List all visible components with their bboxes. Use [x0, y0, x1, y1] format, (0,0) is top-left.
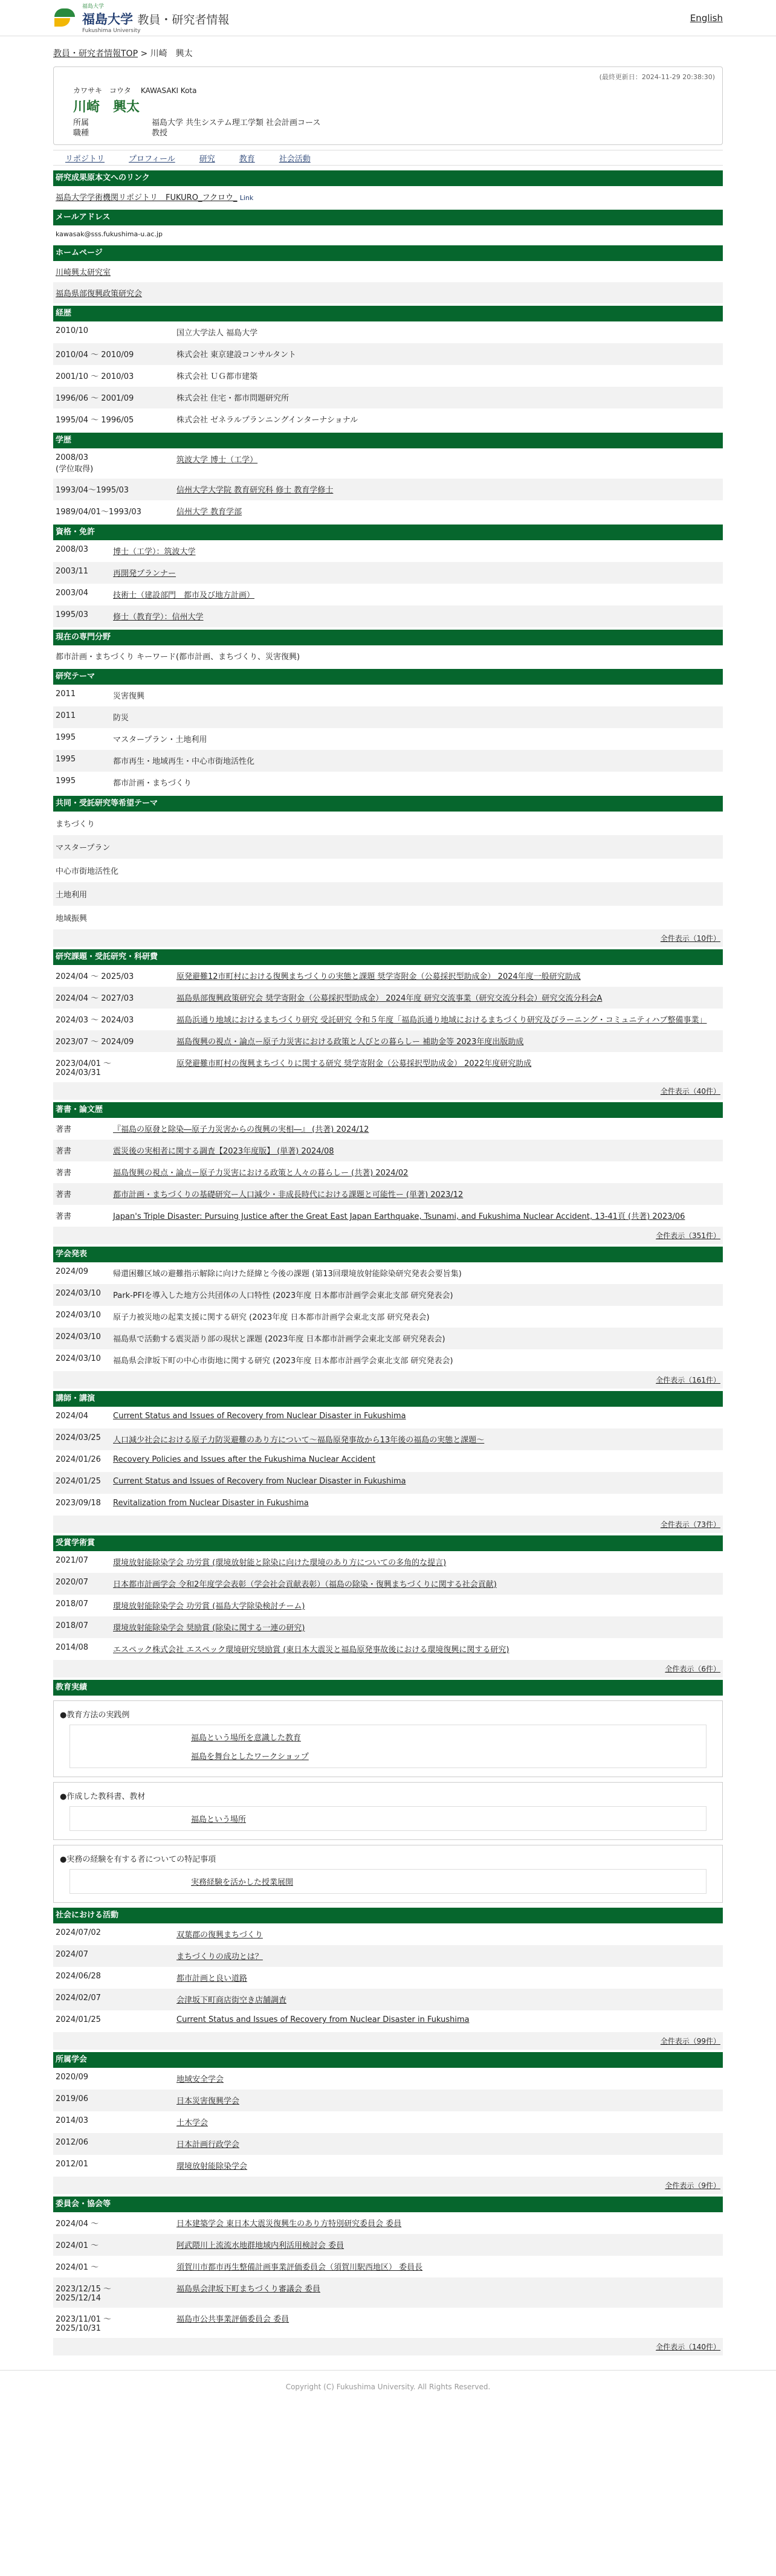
award-date: 2018/07 — [56, 1600, 89, 1609]
pub-row — [53, 1118, 723, 1140]
talk-date: 2024/04 — [56, 1412, 89, 1421]
collab-item: まちづくり — [56, 820, 95, 829]
social-value[interactable]: 会津坂下町商店街空き店舗調査 — [176, 1996, 287, 2005]
social-value[interactable]: 都市計画と良い道路 — [176, 1974, 248, 1983]
conf-value: 福島県で活動する震災語り部の現状と課題 (2023年度 日本都市計画学会東北支部 研究発表会) — [113, 1335, 445, 1344]
pub-row — [53, 1140, 723, 1161]
qual-date: 2008/03 — [56, 545, 89, 554]
comm-date: 2024/01 ～ — [56, 2263, 99, 2272]
award-row — [53, 1551, 723, 1573]
theme-row — [53, 706, 723, 728]
teach-heading: ●教育方法の実践例 — [60, 1711, 130, 1720]
career-value: 株式会社 ゼネラルプランニングインターナショナル — [176, 416, 358, 425]
grant-value[interactable]: 福島県部復興政策研究会 奨学寄附金（公募採択型助成金） 2024年度 研究交流事業（研究交流分科会）研究交流分科会A — [176, 994, 603, 1003]
conf-value: Park-PFIを導入した地方公共団体の人口特性 (2023年度 日本都市計画学会東北支部 研究発表会) — [113, 1291, 453, 1300]
homepage-link[interactable]: 川崎興太研究室 — [56, 268, 111, 277]
section-header-conf: 学会発表 — [53, 1247, 723, 1262]
collab-item: 地域振興 — [56, 914, 88, 923]
social-value[interactable]: 双葉郡の復興まちづくり — [176, 1931, 263, 1940]
collab-show-all-link[interactable]: 全件表示（10件） — [53, 929, 723, 947]
pub-row — [53, 1183, 723, 1205]
pub-date: 著書 — [56, 1169, 72, 1178]
society-row — [53, 2068, 723, 2090]
award-row — [53, 1638, 723, 1660]
grant-row — [53, 987, 723, 1009]
award-date: 2014/08 — [56, 1643, 89, 1652]
conf-row — [53, 1328, 723, 1349]
comm-date: 2024/01 ～ — [56, 2241, 99, 2250]
comm-row — [53, 2212, 723, 2234]
career-value: 株式会社 ＵＧ都市建築 — [176, 372, 258, 381]
career-date: 1996/06 ～ 2001/09 — [56, 394, 134, 403]
conf-row — [53, 1349, 723, 1371]
social-row — [53, 1923, 723, 1945]
grant-row — [53, 965, 723, 987]
grant-show-all-link[interactable]: 全件表示（40件） — [53, 1082, 723, 1100]
talk-date: 2024/03/25 — [56, 1433, 101, 1442]
talk-date: 2024/01/25 — [56, 1477, 101, 1486]
pub-show-all-link[interactable]: 全件表示（351件） — [53, 1227, 723, 1244]
email-address: kawasak@sss.fukushima-u.ac.jp — [56, 230, 163, 238]
theme-value: 都市計画・まちづくり — [113, 779, 192, 788]
english-link[interactable]: English — [690, 12, 723, 24]
society-value[interactable]: 地域安全学会 — [176, 2075, 224, 2084]
comm-value[interactable]: 日本建築学会 東日本大震災復興生のあり方特別研究委員会 委員 — [176, 2219, 402, 2229]
society-value[interactable]: 日本計画行政学会 — [176, 2140, 240, 2149]
qual-value[interactable]: 再開発プランナー — [113, 569, 176, 578]
conf-date: 2024/03/10 — [56, 1289, 101, 1298]
talk-row — [53, 1494, 723, 1516]
edu-date: 1989/04/01～1993/03 — [56, 508, 141, 517]
career-date: 2001/10 ～ 2010/03 — [56, 372, 134, 381]
theme-row — [53, 685, 723, 706]
comm-row — [53, 2234, 723, 2256]
theme-date: 1995 — [56, 776, 76, 786]
award-value[interactable]: 環境放射能除染学会 功労賞 (福島大学除染検討チーム) — [113, 1602, 305, 1611]
conf-row — [53, 1262, 723, 1284]
qual-value[interactable]: 技術士（建設部門 都市及び地方計画） — [113, 591, 255, 600]
social-date: 2024/07 — [56, 1950, 89, 1959]
grant-date: 2023/07 ～ 2024/09 — [56, 1038, 134, 1047]
pub-date: 著書 — [56, 1190, 72, 1199]
social-row — [53, 1967, 723, 1989]
section-header-theme: 研究テーマ — [53, 669, 723, 685]
grant-value[interactable]: 福島復興の視点・論点ー原子力災害における政策と人びとの暮らしー 補助金等 2023年度出版助成 — [176, 1038, 524, 1047]
talk-value[interactable]: Recovery Policies and Issues after the Fukushima Nuclear Accident — [113, 1455, 376, 1464]
career-value: 株式会社 東京建設コンサルタント — [176, 350, 296, 360]
talk-value[interactable]: Current Status and Issues of Recovery from Nuclear Disaster in Fukushima — [113, 1412, 406, 1421]
grant-value[interactable]: 原発避難12市町村における復興まちづくりの実態と課題 奨学寄附金（公募採択型助成金） 2024年度一般研究助成 — [176, 972, 581, 981]
grant-row — [53, 1009, 723, 1030]
tab-education[interactable]: 教育 — [239, 154, 255, 164]
society-date: 2019/06 — [56, 2094, 89, 2103]
qual-date: 2003/11 — [56, 567, 89, 576]
social-value[interactable]: まちづくりの成功とは？ — [176, 1952, 263, 1961]
grant-row — [53, 1030, 723, 1052]
teaching-block — [53, 1700, 723, 1777]
affiliation: 所属 福島大学 共生システム理工学類 社会計画コース 職種 教授 — [73, 118, 321, 138]
field-text: 都市計画・まちづくり キーワード(都市計画、まちづくり、災害復興) — [56, 653, 300, 662]
talk-value[interactable]: Revitalization from Nuclear Disaster in Fukushima — [113, 1499, 309, 1508]
breadcrumb-current: 川崎 興太 — [150, 49, 193, 59]
breadcrumb: 教員・研究者情報TOP > 川崎 興太 — [53, 49, 193, 59]
collab-item: 中心市街地活性化 — [56, 867, 119, 876]
award-value[interactable]: エスペック株式会社 エスペック環境研究奨励賞 (東日本大震災と福島原発事故後における環境復興に関する研究) — [113, 1645, 509, 1654]
comm-value[interactable]: 阿武隈川上流流水地群地域内利活用検討会 委員 — [176, 2241, 344, 2250]
society-show-all-link[interactable]: 全件表示（9件） — [53, 2177, 723, 2194]
social-date: 2024/06/28 — [56, 1972, 101, 1981]
talk-row — [53, 1450, 723, 1472]
teach-heading: ●実務の経験を有する者についての特記事項 — [60, 1855, 216, 1864]
conf-date: 2024/09 — [56, 1267, 89, 1276]
name-kana: カワサキ コウタ KAWASAKI Kota — [73, 86, 197, 95]
theme-value: マスタープラン・土地利用 — [113, 735, 207, 744]
award-value[interactable]: 環境放射能除染学会 奨励賞 (除染に関する一連の研究) — [113, 1624, 305, 1633]
section-header-qual: 資格・免許 — [53, 525, 723, 540]
section-header-career: 経歴 — [53, 306, 723, 321]
teaching-block — [53, 1845, 723, 1903]
repository-link-row — [53, 186, 723, 207]
theme-value: 防災 — [113, 714, 129, 723]
edu-row — [53, 479, 723, 500]
talk-value[interactable]: 人口減少社会における原子力防災避難のあり方について～福島原発事故から13年後の福島の実態と課題～ — [113, 1436, 485, 1445]
conf-value: 原子力被災地の起業支援に関する研究 (2023年度 日本都市計画学会東北支部 研究発表会) — [113, 1313, 430, 1322]
theme-row — [53, 772, 723, 793]
social-date: 2024/07/02 — [56, 1928, 101, 1937]
career-date: 1995/04 ～ 1996/05 — [56, 416, 134, 425]
theme-date: 2011 — [56, 711, 76, 720]
theme-date: 1995 — [56, 733, 76, 742]
award-row — [53, 1573, 723, 1595]
section-header-teach: 教育実績 — [53, 1680, 723, 1696]
society-row — [53, 2090, 723, 2111]
qual-date: 1995/03 — [56, 610, 89, 619]
teach-item[interactable]: 福島という場所 — [191, 1815, 247, 1824]
teach-item[interactable]: 福島を舞台としたワークショップ — [191, 1752, 309, 1761]
section-header-talk: 講師・講演 — [53, 1391, 723, 1407]
teaching-block — [53, 1782, 723, 1840]
society-row — [53, 2133, 723, 2155]
edu-value[interactable]: 信州大学大学院 教育研究科 修士 教育学修士 — [176, 486, 334, 495]
homepage-item — [53, 282, 723, 303]
section-header-society: 所属学会 — [53, 2052, 723, 2068]
award-value[interactable]: 日本都市計画学会 令和2年度学会表彰（学会社会貢献表彰）（福島の除染・復興まちづくりに関する社会貢献) — [113, 1580, 497, 1589]
pub-value[interactable]: 『福島の原發と除染―原子力災害からの復興の実相―』 (共著) 2024/12 — [113, 1125, 369, 1134]
comm-date: 2023/11/01 ～ 2025/10/31 — [56, 2315, 112, 2333]
section-header-pub: 著書・論文歴 — [53, 1102, 723, 1118]
conf-date: 2024/03/10 — [56, 1332, 101, 1341]
homepage-item — [53, 261, 723, 282]
society-value[interactable]: 日本災害復興学会 — [176, 2097, 240, 2106]
footer-copyright: Copyright (C) Fukushima University. All Rights Reserved. — [0, 2370, 776, 2403]
career-value: 株式会社 住宅・都市問題研究所 — [176, 394, 289, 403]
qual-row — [53, 562, 723, 584]
edu-row — [53, 500, 723, 522]
logo-mark-icon — [53, 6, 76, 30]
profile-card — [53, 66, 723, 145]
talk-value[interactable]: Current Status and Issues of Recovery from Nuclear Disaster in Fukushima — [113, 1477, 406, 1486]
section-header-grant: 研究課題・受託研究・科研費 — [53, 949, 723, 965]
comm-value[interactable]: 福島県会津坂下町まちづくり審議会 委員 — [176, 2285, 321, 2294]
qual-row — [53, 540, 723, 562]
career-row — [53, 365, 723, 387]
comm-date: 2024/04 ～ — [56, 2219, 99, 2229]
external-link-icon[interactable]: Link — [239, 194, 254, 202]
tab-research[interactable]: 研究 — [199, 154, 215, 164]
teach-item[interactable]: 福島という場所を意識した教育 — [191, 1734, 302, 1743]
edu-date: 2008/03 (学位取得) — [56, 453, 94, 474]
society-value[interactable]: 環境放射能除染学会 — [176, 2162, 248, 2171]
career-date: 2010/04 ～ 2010/09 — [56, 350, 134, 360]
conf-row — [53, 1284, 723, 1306]
qual-value[interactable]: 博士（工学）：筑波大学 — [113, 547, 196, 557]
award-date: 2021/07 — [56, 1556, 89, 1565]
grant-row — [53, 1052, 723, 1082]
pub-row — [53, 1161, 723, 1183]
breadcrumb-top-link[interactable]: 教員・研究者情報TOP — [53, 49, 138, 59]
conf-date: 2024/03/10 — [56, 1311, 101, 1320]
award-show-all-link[interactable]: 全件表示（6件） — [53, 1660, 723, 1677]
pub-row — [53, 1205, 723, 1227]
qual-date: 2003/04 — [56, 589, 89, 598]
pub-date: 著書 — [56, 1125, 72, 1134]
collab-item: マスタープラン — [53, 835, 723, 859]
society-row — [53, 2111, 723, 2133]
talk-date: 2024/01/26 — [56, 1455, 101, 1464]
theme-date: 2011 — [56, 689, 76, 699]
section-header-collab: 共同・受託研究等希望テーマ — [53, 796, 723, 812]
award-date: 2020/07 — [56, 1578, 89, 1587]
top-bar — [0, 0, 776, 36]
qual-row — [53, 605, 723, 627]
award-row — [53, 1595, 723, 1616]
social-value[interactable]: Current Status and Issues of Recovery from Nuclear Disaster in Fukushima — [176, 2015, 470, 2024]
section-header-social: 社会における活動 — [53, 1908, 723, 1923]
theme-value: 災害復興 — [113, 692, 145, 701]
section-header-award: 受賞学術賞 — [53, 1535, 723, 1551]
pub-date: 著書 — [56, 1147, 72, 1156]
pub-date: 著書 — [56, 1212, 72, 1221]
theme-row — [53, 750, 723, 772]
qual-value[interactable]: 修士（教育学）：信州大学 — [113, 613, 204, 622]
talk-date: 2023/09/18 — [56, 1499, 101, 1508]
society-date: 2020/09 — [56, 2073, 89, 2082]
tab-profile[interactable]: プロフィール — [129, 154, 175, 164]
career-row — [53, 343, 723, 365]
comm-show-all-link[interactable]: 全件表示（140件） — [53, 2338, 723, 2355]
comm-value[interactable]: 福島市公共事業評価委員会 委員 — [176, 2315, 289, 2324]
conf-value: 帰還困難区域の避難指示解除に向けた経緯と今後の課題 (第13回環境放射能除染研究発表会要旨集) — [113, 1270, 462, 1279]
social-date: 2024/02/07 — [56, 1993, 101, 2003]
edu-value[interactable]: 筑波大学 博士（工学） — [176, 456, 258, 465]
award-date: 2018/07 — [56, 1621, 89, 1630]
theme-value: 都市再生・地域再生・中心市街地活性化 — [113, 757, 255, 766]
award-value[interactable]: 環境放射能除染学会 功労賞 (環境放射能と除染に向けた環境のあり方についての多角的な提言) — [113, 1558, 447, 1567]
grant-date: 2024/03 ～ 2024/03 — [56, 1016, 134, 1025]
career-row — [53, 387, 723, 408]
edu-value[interactable]: 信州大学 教育学部 — [176, 508, 242, 517]
teach-heading: ●作成した教科書、教材 — [60, 1792, 146, 1801]
society-value[interactable]: 土木学会 — [176, 2119, 209, 2128]
pub-value[interactable]: Japan's Triple Disaster: Pursuing Justice after the Great East Japan Earthquake, Tsunami, and Fukushima Nuclear Accident, 13-41頁 (共著) 2023/06 — [113, 1212, 685, 1221]
pub-value[interactable]: 福島復興の視点・論点ー原子力災害における政策と人々の暮らしー (共著) 2024/02 — [113, 1169, 409, 1178]
grant-date: 2023/04/01 ～ 2024/03/31 — [56, 1059, 112, 1077]
career-value: 国立大学法人 福島大学 — [176, 329, 258, 338]
society-date: 2014/03 — [56, 2116, 89, 2125]
talk-show-all-link[interactable]: 全件表示（73件） — [53, 1516, 723, 1533]
section-header-link: 研究成果原本文へのリンク — [53, 170, 723, 186]
talk-row — [53, 1407, 723, 1428]
career-row — [53, 408, 723, 430]
grant-value[interactable]: 原発避難市町村の復興まちづくりに関する研究 奨学寄附金（公募採択型助成金） 2022年度研究助成 — [176, 1059, 532, 1068]
section-header-home: ホームページ — [53, 245, 723, 261]
society-date: 2012/06 — [56, 2138, 89, 2147]
theme-row — [53, 728, 723, 750]
pub-value[interactable]: 震災後の実相者に関する調査【2023年度版】 (単著) 2024/08 — [113, 1147, 334, 1156]
section-header-comm: 委員会・協会等 — [53, 2197, 723, 2212]
comm-row — [53, 2256, 723, 2277]
social-row — [53, 2010, 723, 2032]
comm-date: 2023/12/15 ～ 2025/12/14 — [56, 2285, 112, 2303]
theme-date: 1995 — [56, 755, 76, 764]
collab-item: 土地利用 — [53, 882, 723, 906]
grant-value[interactable]: 福島浜通り地域におけるまちづくり研究 受託研究 令和５年度「福島浜通り地域におけるまちづくり研究及びラーニング・コミュニティハブ整備事業」 — [176, 1016, 707, 1025]
social-row — [53, 1945, 723, 1967]
pub-value[interactable]: 都市計画・まちづくりの基礎研究ー人口減少・非成長時代における課題と可能性ー (単著) 2023/12 — [113, 1190, 464, 1199]
university-logo[interactable] — [53, 2, 229, 34]
profile-tabs — [53, 150, 723, 166]
tab-social[interactable]: 社会活動 — [279, 154, 311, 164]
talk-row — [53, 1428, 723, 1450]
career-row — [53, 321, 723, 343]
person-name: 川崎 興太 — [73, 100, 140, 115]
social-date: 2024/01/25 — [56, 2015, 101, 2024]
grant-date: 2024/04 ～ 2025/03 — [56, 972, 134, 981]
qual-row — [53, 584, 723, 605]
social-show-all-link[interactable]: 全件表示（99件） — [53, 2032, 723, 2050]
society-row — [53, 2155, 723, 2177]
section-header-edu: 学歴 — [53, 433, 723, 448]
grant-date: 2024/04 ～ 2027/03 — [56, 994, 134, 1003]
tab-repository[interactable]: リポジトリ — [65, 154, 105, 164]
conf-row — [53, 1306, 723, 1328]
award-row — [53, 1616, 723, 1638]
site-title: 福島大学 教員・研究者情報 — [82, 12, 230, 27]
conf-show-all-link[interactable]: 全件表示（161件） — [53, 1371, 723, 1389]
repository-link[interactable]: 福島大学学術機関リポジトリ FUKURO_フクロウ_ — [56, 193, 238, 202]
conf-date: 2024/03/10 — [56, 1354, 101, 1363]
edu-date: 1993/04～1995/03 — [56, 486, 129, 495]
section-header-mail: メールアドレス — [53, 210, 723, 225]
logo-small-text: 福島大学 — [82, 4, 105, 10]
conf-value: 福島県会津坂下町の中心市街地に関する研究 (2023年度 日本都市計画学会東北支部 研究発表会) — [113, 1357, 453, 1366]
comm-row — [53, 2308, 723, 2338]
talk-row — [53, 1472, 723, 1494]
homepage-link[interactable]: 福島県部復興政策研究会 — [56, 289, 143, 299]
society-date: 2012/01 — [56, 2160, 89, 2169]
comm-value[interactable]: 須賀川市都市再生整備計画事業評価委員会（須賀川駅西地区） 委員長 — [176, 2263, 423, 2272]
edu-row — [53, 448, 723, 479]
last-updated: (最終更新日：2024-11-29 20:38:30) — [599, 73, 715, 81]
social-row — [53, 1989, 723, 2010]
career-date: 2010/10 — [56, 326, 89, 335]
comm-row — [53, 2277, 723, 2308]
section-header-field: 現在の専門分野 — [53, 630, 723, 645]
teach-item[interactable]: 実務経験を活かした授業展開 — [191, 1878, 294, 1887]
logo-en-text: Fukushima University — [82, 28, 141, 34]
